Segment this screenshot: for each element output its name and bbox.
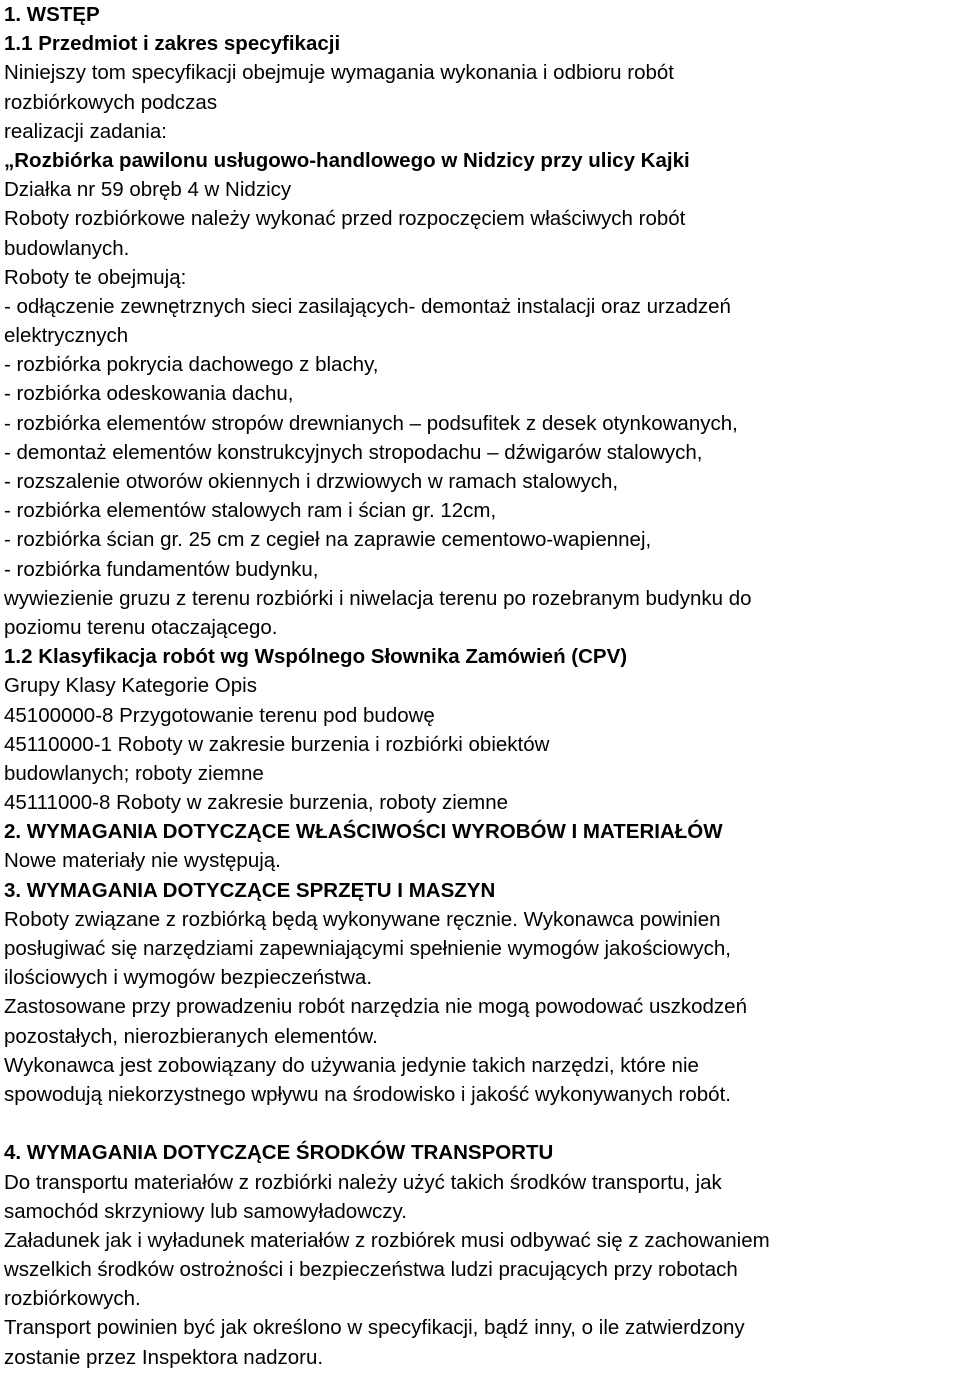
text-line: elektrycznych — [4, 324, 129, 348]
text-line: - odłączenie zewnętrznych sieci zasilających- demontaż instalacji oraz urzadzeń — [4, 294, 731, 318]
text-line: Roboty związane z rozbiórką będą wykonywane ręcznie. Wykonawca powinien — [4, 907, 721, 931]
text-line: spowodują niekorzystnego wpływu na środowisko i jakość wykonywanych robót. — [4, 1082, 731, 1106]
text-line: samochód skrzyniowy lub samowyładowczy. — [4, 1199, 407, 1223]
text-line: rozbiórkowych podczas — [4, 90, 218, 114]
text-line: - rozbiórka fundamentów budynku, — [4, 557, 319, 581]
section-heading: 1.2 Klasyfikacja robót wg Wspólnego Słownika Zamówień (CPV) — [4, 645, 628, 669]
text-line: - rozbiórka odeskowania dachu, — [4, 382, 294, 406]
text-line: - rozbiórka ścian gr. 25 cm z cegieł na zaprawie cementowo-wapiennej, — [4, 528, 652, 552]
text-line: Roboty te obejmują: — [4, 265, 187, 289]
text-line: Działka nr 59 obręb 4 w Nidzicy — [4, 178, 292, 202]
text-line: - rozbiórka elementów stropów drewnianych – podsufitek z desek otynkowanych, — [4, 411, 738, 435]
text-line: budowlanych. — [4, 236, 130, 260]
blank-line — [4, 1109, 960, 1138]
text-line: rozbiórkowych. — [4, 1287, 141, 1311]
text-line: realizacji zadania: — [4, 119, 167, 143]
section-heading: 3. WYMAGANIA DOTYCZĄCE SPRZĘTU I MASZYN — [4, 878, 496, 902]
section-heading: 4. WYMAGANIA DOTYCZĄCE ŚRODKÓW TRANSPORTU — [4, 1141, 554, 1165]
text-line: posługiwać się narzędziami zapewniającymi spełnienie wymogów jakościowych, — [4, 937, 731, 960]
section-heading: 2. WYMAGANIA DOTYCZĄCE WŁAŚCIWOŚCI WYROBÓW I MATERIAŁÓW — [4, 820, 723, 844]
text-line: Do transportu materiałów z rozbiórki należy użyć takich środków transportu, jak — [4, 1170, 722, 1194]
text-line: Zastosowane przy prowadzeniu robót narzędzia nie mogą powodować uszkodzeń — [4, 995, 747, 1019]
text-line: Grupy Klasy Kategorie Opis — [4, 674, 257, 698]
text-line: budowlanych; roboty ziemne — [4, 761, 264, 785]
text-line: Transport powinien być jak określono w specyfikacji, bądź inny, o ile zatwierdzony — [4, 1316, 745, 1340]
text-line: poziomu terenu otaczającego. — [4, 615, 278, 639]
text-line: Niniejszy tom specyfikacji obejmuje wymagania wykonania i odbioru robót — [4, 61, 674, 85]
text-line: Nowe materiały nie występują. — [4, 849, 281, 873]
text-line: 45110000-1 Roboty w zakresie burzenia i rozbiórki obiektów — [4, 732, 550, 756]
text-line: ilościowych i wymogów bezpieczeństwa. — [4, 966, 373, 990]
text-line: wywiezienie gruzu z terenu rozbiórki i niwelacja terenu po rozebranym budynku do — [4, 586, 752, 610]
text-line: - rozbiórka elementów stalowych ram i ścian gr. 12cm, — [4, 499, 497, 523]
section-heading: 1. WSTĘP — [4, 3, 100, 26]
text-line: - rozszalenie otworów okiennych i drzwiowych w ramach stalowych, — [4, 470, 619, 493]
section-heading: 1.1 Przedmiot i zakres specyfikacji — [4, 32, 341, 56]
text-line: Załadunek jak i wyładunek materiałów z rozbiórek musi odbywać się z zachowaniem — [4, 1228, 770, 1252]
text-line: 45111000-8 Roboty w zakresie burzenia, roboty ziemne — [4, 791, 509, 815]
text-line: - demontaż elementów konstrukcyjnych stropodachu – dźwigarów stalowych, — [4, 440, 703, 464]
text-line: Wykonawca jest zobowiązany do używania jedynie takich narzędzi, które nie — [4, 1053, 699, 1077]
text-line: Roboty rozbiórkowe należy wykonać przed rozpoczęciem właściwych robót — [4, 207, 686, 231]
document-body — [4, 0, 960, 1372]
text-line: 45100000-8 Przygotowanie terenu pod budowę — [4, 703, 435, 727]
section-heading: „Rozbiórka pawilonu usługowo-handlowego w Nidzicy przy ulicy Kajki — [4, 148, 690, 172]
text-line: wszelkich środków ostrożności i bezpieczeństwa ludzi pracujących przy robotach — [4, 1258, 738, 1282]
text-line: pozostałych, nierozbieranych elementów. — [4, 1024, 378, 1048]
text-line: - rozbiórka pokrycia dachowego z blachy, — [4, 353, 379, 377]
text-line: zostanie przez Inspektora nadzoru. — [4, 1345, 324, 1369]
